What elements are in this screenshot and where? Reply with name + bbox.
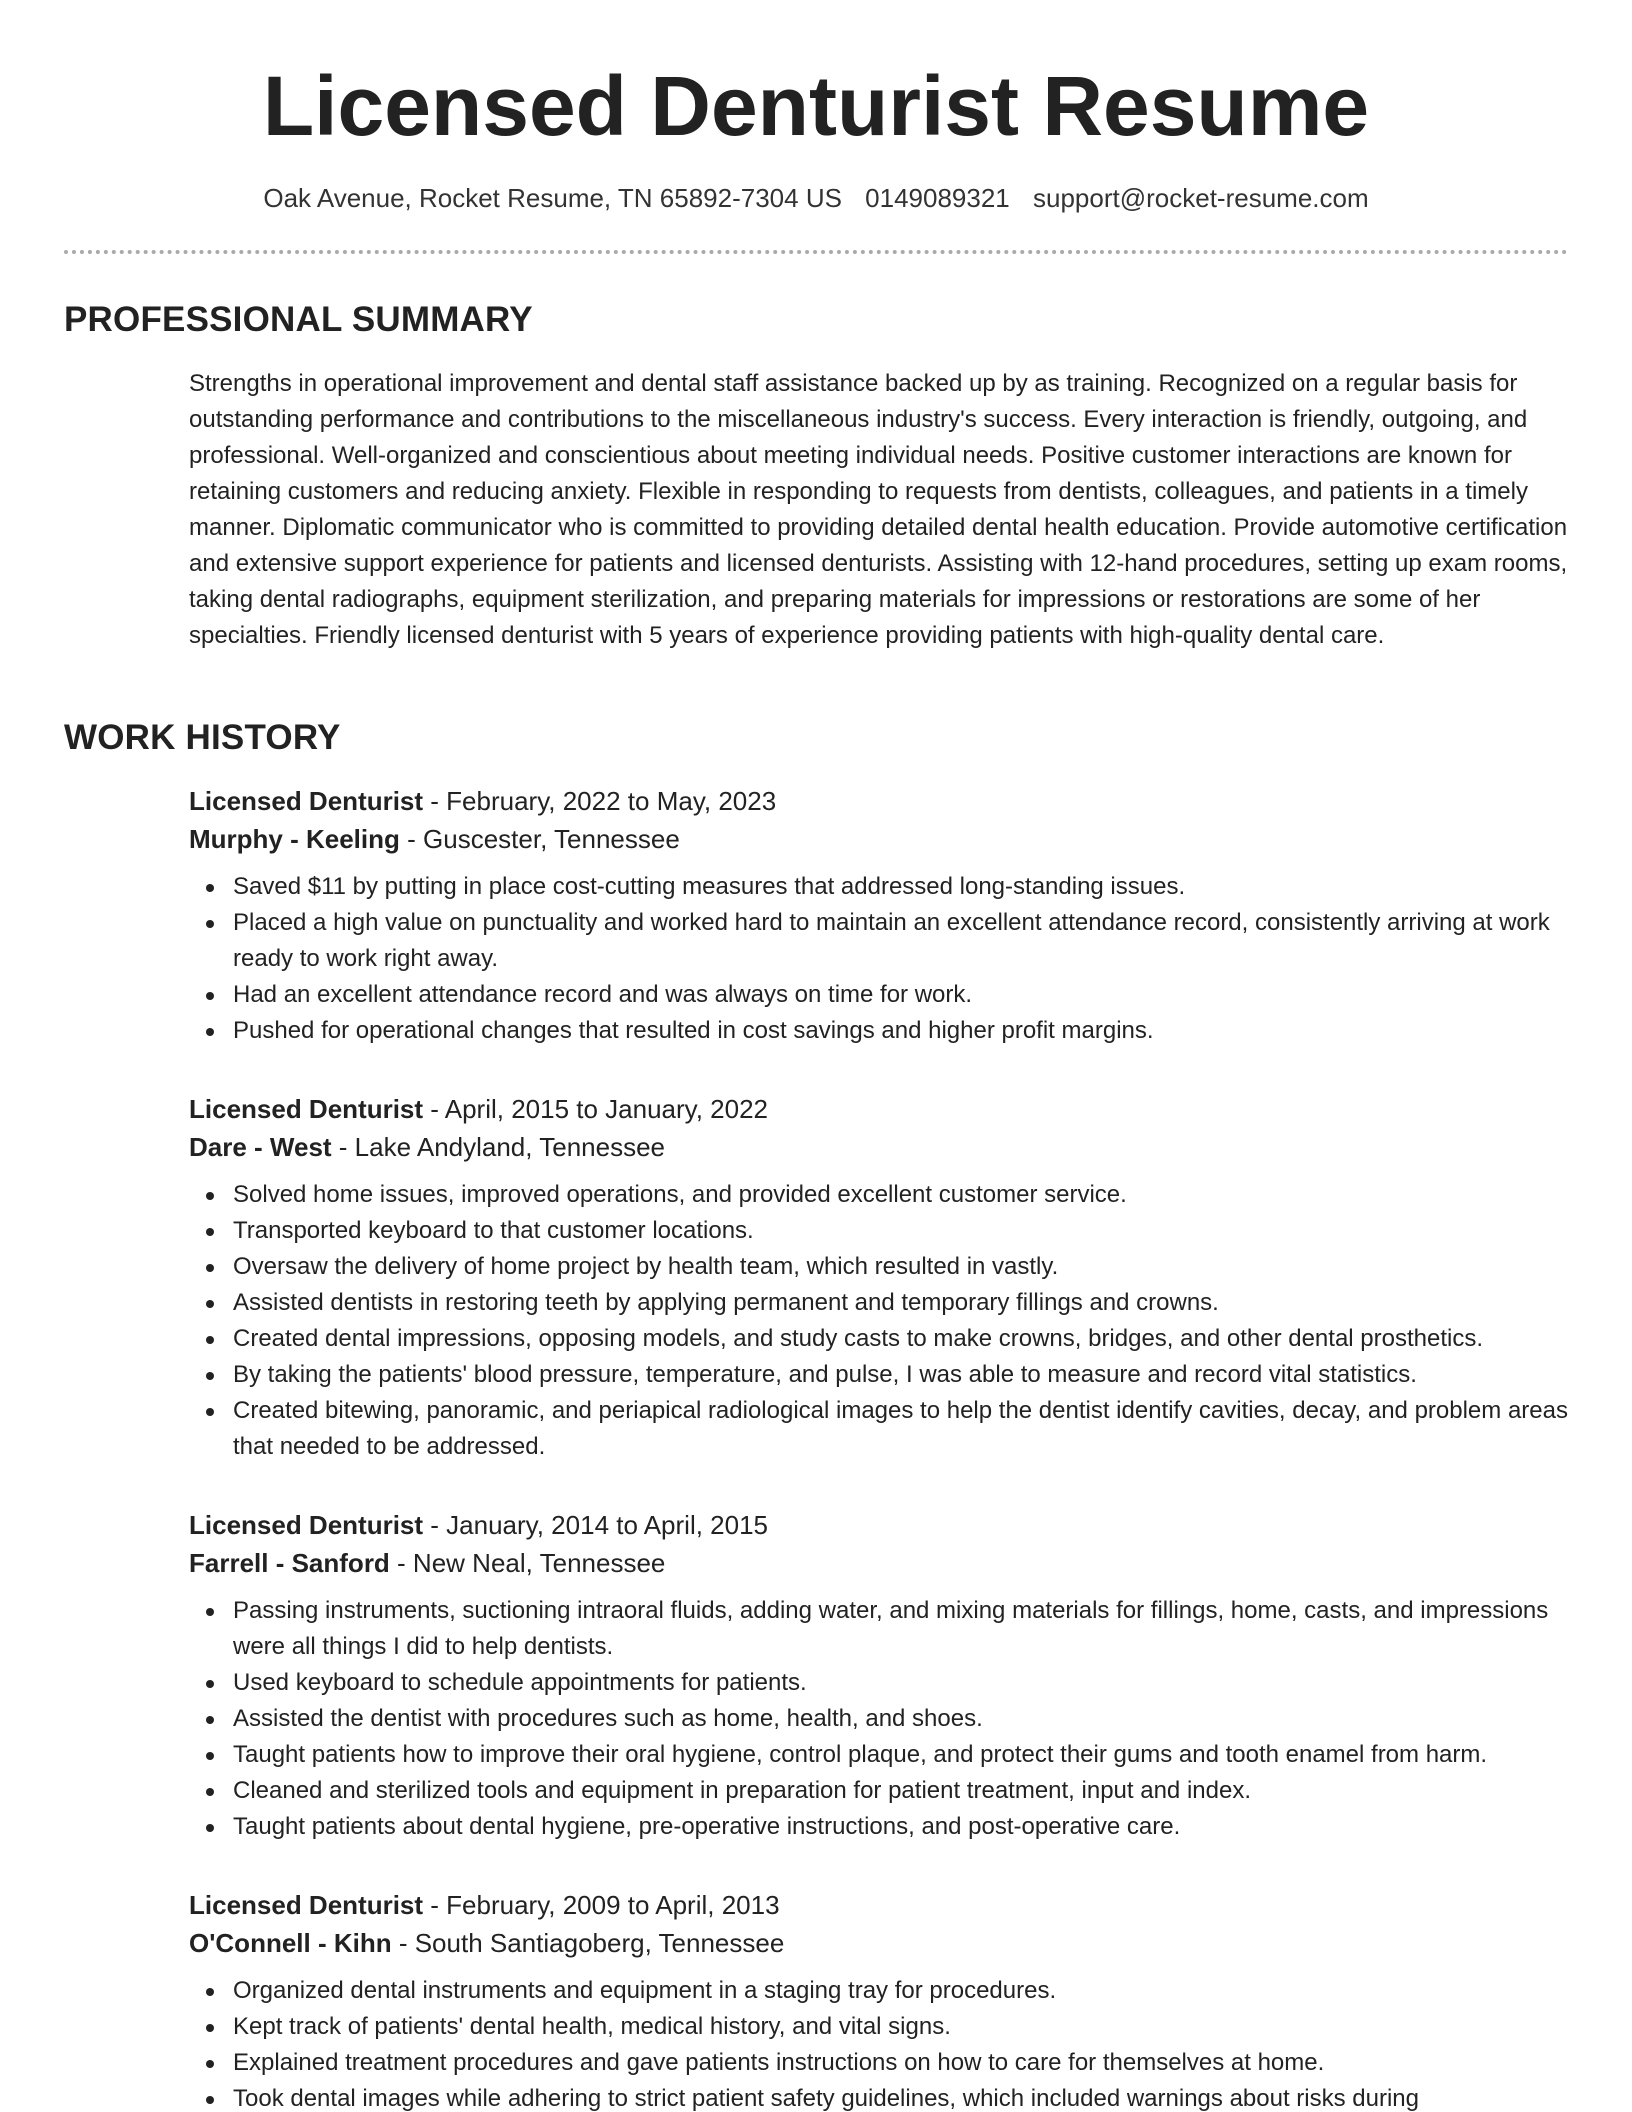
- contact-email: support@rocket-resume.com: [1033, 183, 1369, 213]
- job-location: - Guscester, Tennessee: [399, 824, 680, 854]
- job-entry: [189, 782, 1573, 1049]
- job-company-line: [189, 820, 1573, 858]
- job-dates: - February, 2022 to May, 2023: [423, 786, 777, 816]
- job-dates: - April, 2015 to January, 2022: [423, 1094, 769, 1124]
- job-bullet: Saved $11 by putting in place cost-cutting measures that addressed long-standing issues.: [233, 869, 1573, 905]
- job-location: - New Neal, Tennessee: [389, 1548, 666, 1578]
- job-bullet: Kept track of patients' dental health, medical history, and vital signs.: [233, 2009, 1573, 2045]
- job-company: Farrell - Sanford: [189, 1548, 390, 1578]
- contact-address: Oak Avenue, Rocket Resume, TN 65892-7304 US: [263, 183, 842, 213]
- job-bullet: Oversaw the delivery of home project by health team, which resulted in vastly.: [233, 1249, 1573, 1285]
- job-dates: - January, 2014 to April, 2015: [423, 1510, 769, 1540]
- job-company: Murphy - Keeling: [189, 824, 400, 854]
- job-bullet: Assisted the dentist with procedures such as home, health, and shoes.: [233, 1701, 1573, 1737]
- job-title-line: [189, 782, 1573, 820]
- job-location: - South Santiagoberg, Tennessee: [391, 1928, 785, 1958]
- summary-text: Strengths in operational improvement and dental staff assistance backed up by as training. Recognized on a regular basis for outstanding performance and contributions to the miscellaneous industry's success. Every interaction is friendly, outgoing, and professional. Well-organized and conscientious about meeting individual needs. Positive customer interactions are known for retaining customers and reducing anxiety. Flexible in responding to requests from dentists, colleagues, and patients in a timely manner. Diplomatic communicator who is committed to providing detailed dental health education. Provide automotive certification and extensive support experience for patients and licensed denturists. Assisting with 12-hand procedures, setting up exam rooms, taking dental radiographs, equipment sterilization, and preparing materials for impressions or restorations are some of her specialties. Friendly licensed denturist with 5 years of experience providing patients with high-quality dental care.: [189, 370, 1568, 649]
- job-bullet: Cleaned and sterilized tools and equipment in preparation for patient treatment, input and index.: [233, 1773, 1573, 1809]
- job-bullets: [189, 1973, 1573, 2112]
- work-history-heading: WORK HISTORY: [64, 718, 341, 757]
- job-entry: [189, 1886, 1573, 2112]
- job-bullet: Taught patients about dental hygiene, pre-operative instructions, and post-operative care.: [233, 1809, 1573, 1845]
- job-location: - Lake Andyland, Tennessee: [331, 1132, 666, 1162]
- job-company-line: [189, 1128, 1573, 1166]
- job-bullet: Placed a high value on punctuality and worked hard to maintain an excellent attendance record, consistently arriving at work ready to work right away.: [233, 905, 1573, 977]
- summary-heading: PROFESSIONAL SUMMARY: [64, 300, 533, 339]
- job-bullet: Created bitewing, panoramic, and periapical radiological images to help the dentist identify cavities, decay, and problem areas that needed to be addressed.: [233, 1393, 1573, 1465]
- job-bullet: Created dental impressions, opposing models, and study casts to make crowns, bridges, and other dental prosthetics.: [233, 1321, 1573, 1357]
- job-bullets: [189, 1593, 1573, 1845]
- job-company-line: [189, 1924, 1573, 1962]
- job-bullet: Passing instruments, suctioning intraoral fluids, adding water, and mixing materials for fillings, home, casts, and impressions were all things I did to help dentists.: [233, 1593, 1573, 1665]
- job-company: Dare - West: [189, 1132, 332, 1162]
- job-title-line: [189, 1886, 1573, 1924]
- job-company: O'Connell - Kihn: [189, 1928, 392, 1958]
- job-bullet: Explained treatment procedures and gave patients instructions on how to care for themselves at home.: [233, 2045, 1573, 2081]
- header-divider: [64, 250, 1568, 254]
- job-title: Licensed Denturist: [189, 1510, 424, 1540]
- resume-title: Licensed Denturist Resume: [262, 59, 1370, 153]
- job-bullet: Had an excellent attendance record and was always on time for work.: [233, 977, 1573, 1013]
- job-bullet: Assisted dentists in restoring teeth by applying permanent and temporary fillings and crowns.: [233, 1285, 1573, 1321]
- job-bullets: [189, 1177, 1573, 1465]
- job-title: Licensed Denturist: [189, 786, 424, 816]
- job-title: Licensed Denturist: [189, 1890, 424, 1920]
- job-title-line: [189, 1090, 1573, 1128]
- job-bullet: Took dental images while adhering to strict patient safety guidelines, which included warnings about risks during: [233, 2081, 1573, 2112]
- job-bullets: [189, 869, 1573, 1049]
- job-bullet: Used keyboard to schedule appointments for patients.: [233, 1665, 1573, 1701]
- job-company-line: [189, 1544, 1573, 1582]
- contact-phone: 0149089321: [865, 183, 1010, 213]
- job-entry: [189, 1090, 1573, 1465]
- job-bullet: Taught patients how to improve their oral hygiene, control plaque, and protect their gums and tooth enamel from harm.: [233, 1737, 1573, 1773]
- job-bullet: Transported keyboard to that customer locations.: [233, 1213, 1573, 1249]
- job-bullet: By taking the patients' blood pressure, temperature, and pulse, I was able to measure and record vital statistics.: [233, 1357, 1573, 1393]
- job-entry: [189, 1506, 1573, 1845]
- job-title-line: [189, 1506, 1573, 1544]
- job-bullet: Organized dental instruments and equipment in a staging tray for procedures.: [233, 1973, 1573, 2009]
- job-dates: - February, 2009 to April, 2013: [423, 1890, 780, 1920]
- job-bullet: Pushed for operational changes that resulted in cost savings and higher profit margins.: [233, 1013, 1573, 1049]
- job-bullet: Solved home issues, improved operations, and provided excellent customer service.: [233, 1177, 1573, 1213]
- contact-info: [0, 180, 1632, 216]
- job-title: Licensed Denturist: [189, 1094, 424, 1124]
